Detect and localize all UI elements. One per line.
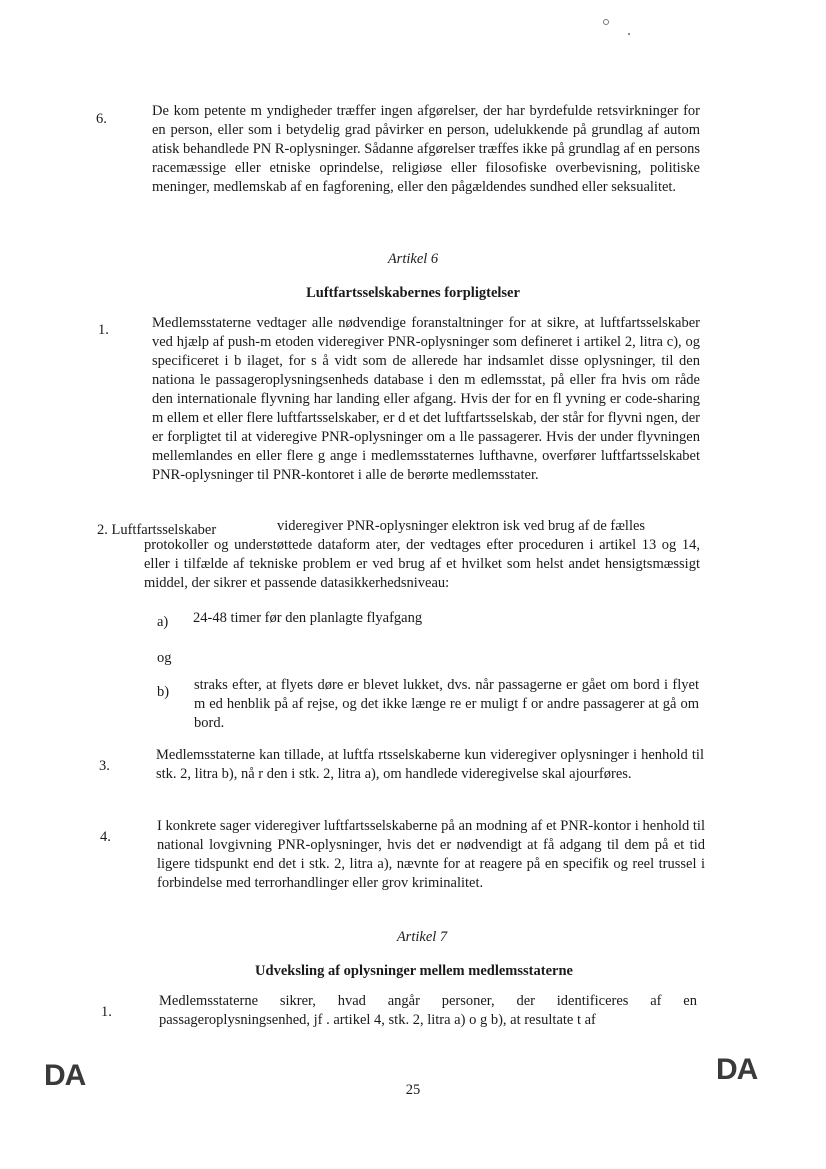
article7-p1-text: Medlemsstaterne sikrer, hvad angår personer, der identificeres af en passageroplysningsenhed, jf . artikel 4, stk. 2, litra a) o g b), at resultate t af [159,993,697,1028]
article6-p4-number: 4. [100,829,111,845]
para6-number: 6. [96,111,107,127]
article6-title: Luftfartsselskabernes forpligtelser [306,285,520,301]
para6-text: De kom petente m yndigheder træffer ingen afgørelser, der har byrdefulde retsvirkninger for en person, eller som i betydelig grad påvirker en person, udelukkende på grundlag af autom atisk behandlede PN R-oplysninger. Sådanne afgørelser træffes ikke på grundlag af en persons racemæssige eller etniske oprindelse, religiøse eller filosofiske overbevisning, politiske meninger, medlemskab af en fagforening, eller den pågældendes sundhed eller seksualitet. [152,103,700,195]
article6-p2-lead: 2. Luftfartsselskaber [97,522,217,538]
scan-dot [628,33,630,35]
page-number: 25 [405,1082,421,1098]
article6-p3-number: 3. [99,758,110,774]
article7-label: Artikel 7 [396,929,448,945]
scan-mark [603,19,609,25]
article6-item-b-letter: b) [157,684,170,700]
article6-p2-first: videregiver PNR-oplysninger elektron isk ved brug af de fælles [277,518,646,534]
article6-p2-text: protokoller og understøttede dataform ater, der vedtages efter proceduren i artikel 13 og 14, eller i tilfælde af tekniske problem er ved brug af et hvilket som helst andet hensigtsmæssigt middel, der sikrer et passende datasikkerhedsniveau: [144,537,700,591]
article6-item-a-letter: a) [157,614,169,630]
article6-item-b-text: straks efter, at flyets døre er blevet lukket, dvs. når passagerne er gået om bord i flyet m ed henblik på af rejse, og det ikke længe re er muligt f or andre passagerer at gå om bord. [194,677,699,731]
article6-og: og [157,650,172,666]
article7-p1-number: 1. [101,1004,112,1020]
article6-label: Artikel 6 [387,251,439,267]
article6-p1-number: 1. [98,322,109,338]
article6-p1-text: Medlemsstaterne vedtager alle nødvendige foranstaltninger for at sikre, at luftfartsselskaber ved hjælp af push-m etoden videregiver PNR-oplysninger som defineret i artikel 2, litra c), og specificeret i b ilaget, for s å vidt som de allerede har indsamlet disse oplysninger, til den nationa le passageroplysningsenheds database i den m edlemsstat, på eller fra hvis om råde den internationale flyvning har landing eller afgang. Hvis der for en fl yvning er code-sharing m ellem et eller flere luftfartsselskaber, er d et det luftfartsselskab, der står for flyvni ngen, der er forpligtet til at videregive PNR-oplysninger om a lle passagerer. Hvis der under flyvningen mellemlandes en eller flere g ange i medlemsstaternes lufthavne, overfører luftfartsselskabet PNR-oplysninger til PNR-kontoret i alle de berørte medlemsstater. [152,315,700,483]
article6-p4-text: I konkrete sager videregiver luftfartsselskaberne på an modning af et PNR-kontor i henhold til national lovgivning PNR-oplysninger, hvis det er nødvendigt at få adgang til dem på et tid ligere tidspunkt end det i stk. 2, litra a), nævnte for at reagere på en specifik og reel trussel i forbindelse med terrorhandlinger eller grov kriminalitet. [157,818,705,891]
article6-p3-text: Medlemsstaterne kan tillade, at luftfa rtsselskaberne kun videregiver oplysninger i henhold til stk. 2, litra b), nå r den i stk. 2, litra a), om handlede videregivelse skal ajourføres. [156,747,704,782]
article7-title: Udveksling af oplysninger mellem medlemsstaterne [255,963,573,979]
article6-item-a-text: 24-48 timer før den planlagte flyafgang [193,610,423,626]
language-code-left: DA [44,1059,86,1092]
language-code-right: DA [716,1053,758,1086]
